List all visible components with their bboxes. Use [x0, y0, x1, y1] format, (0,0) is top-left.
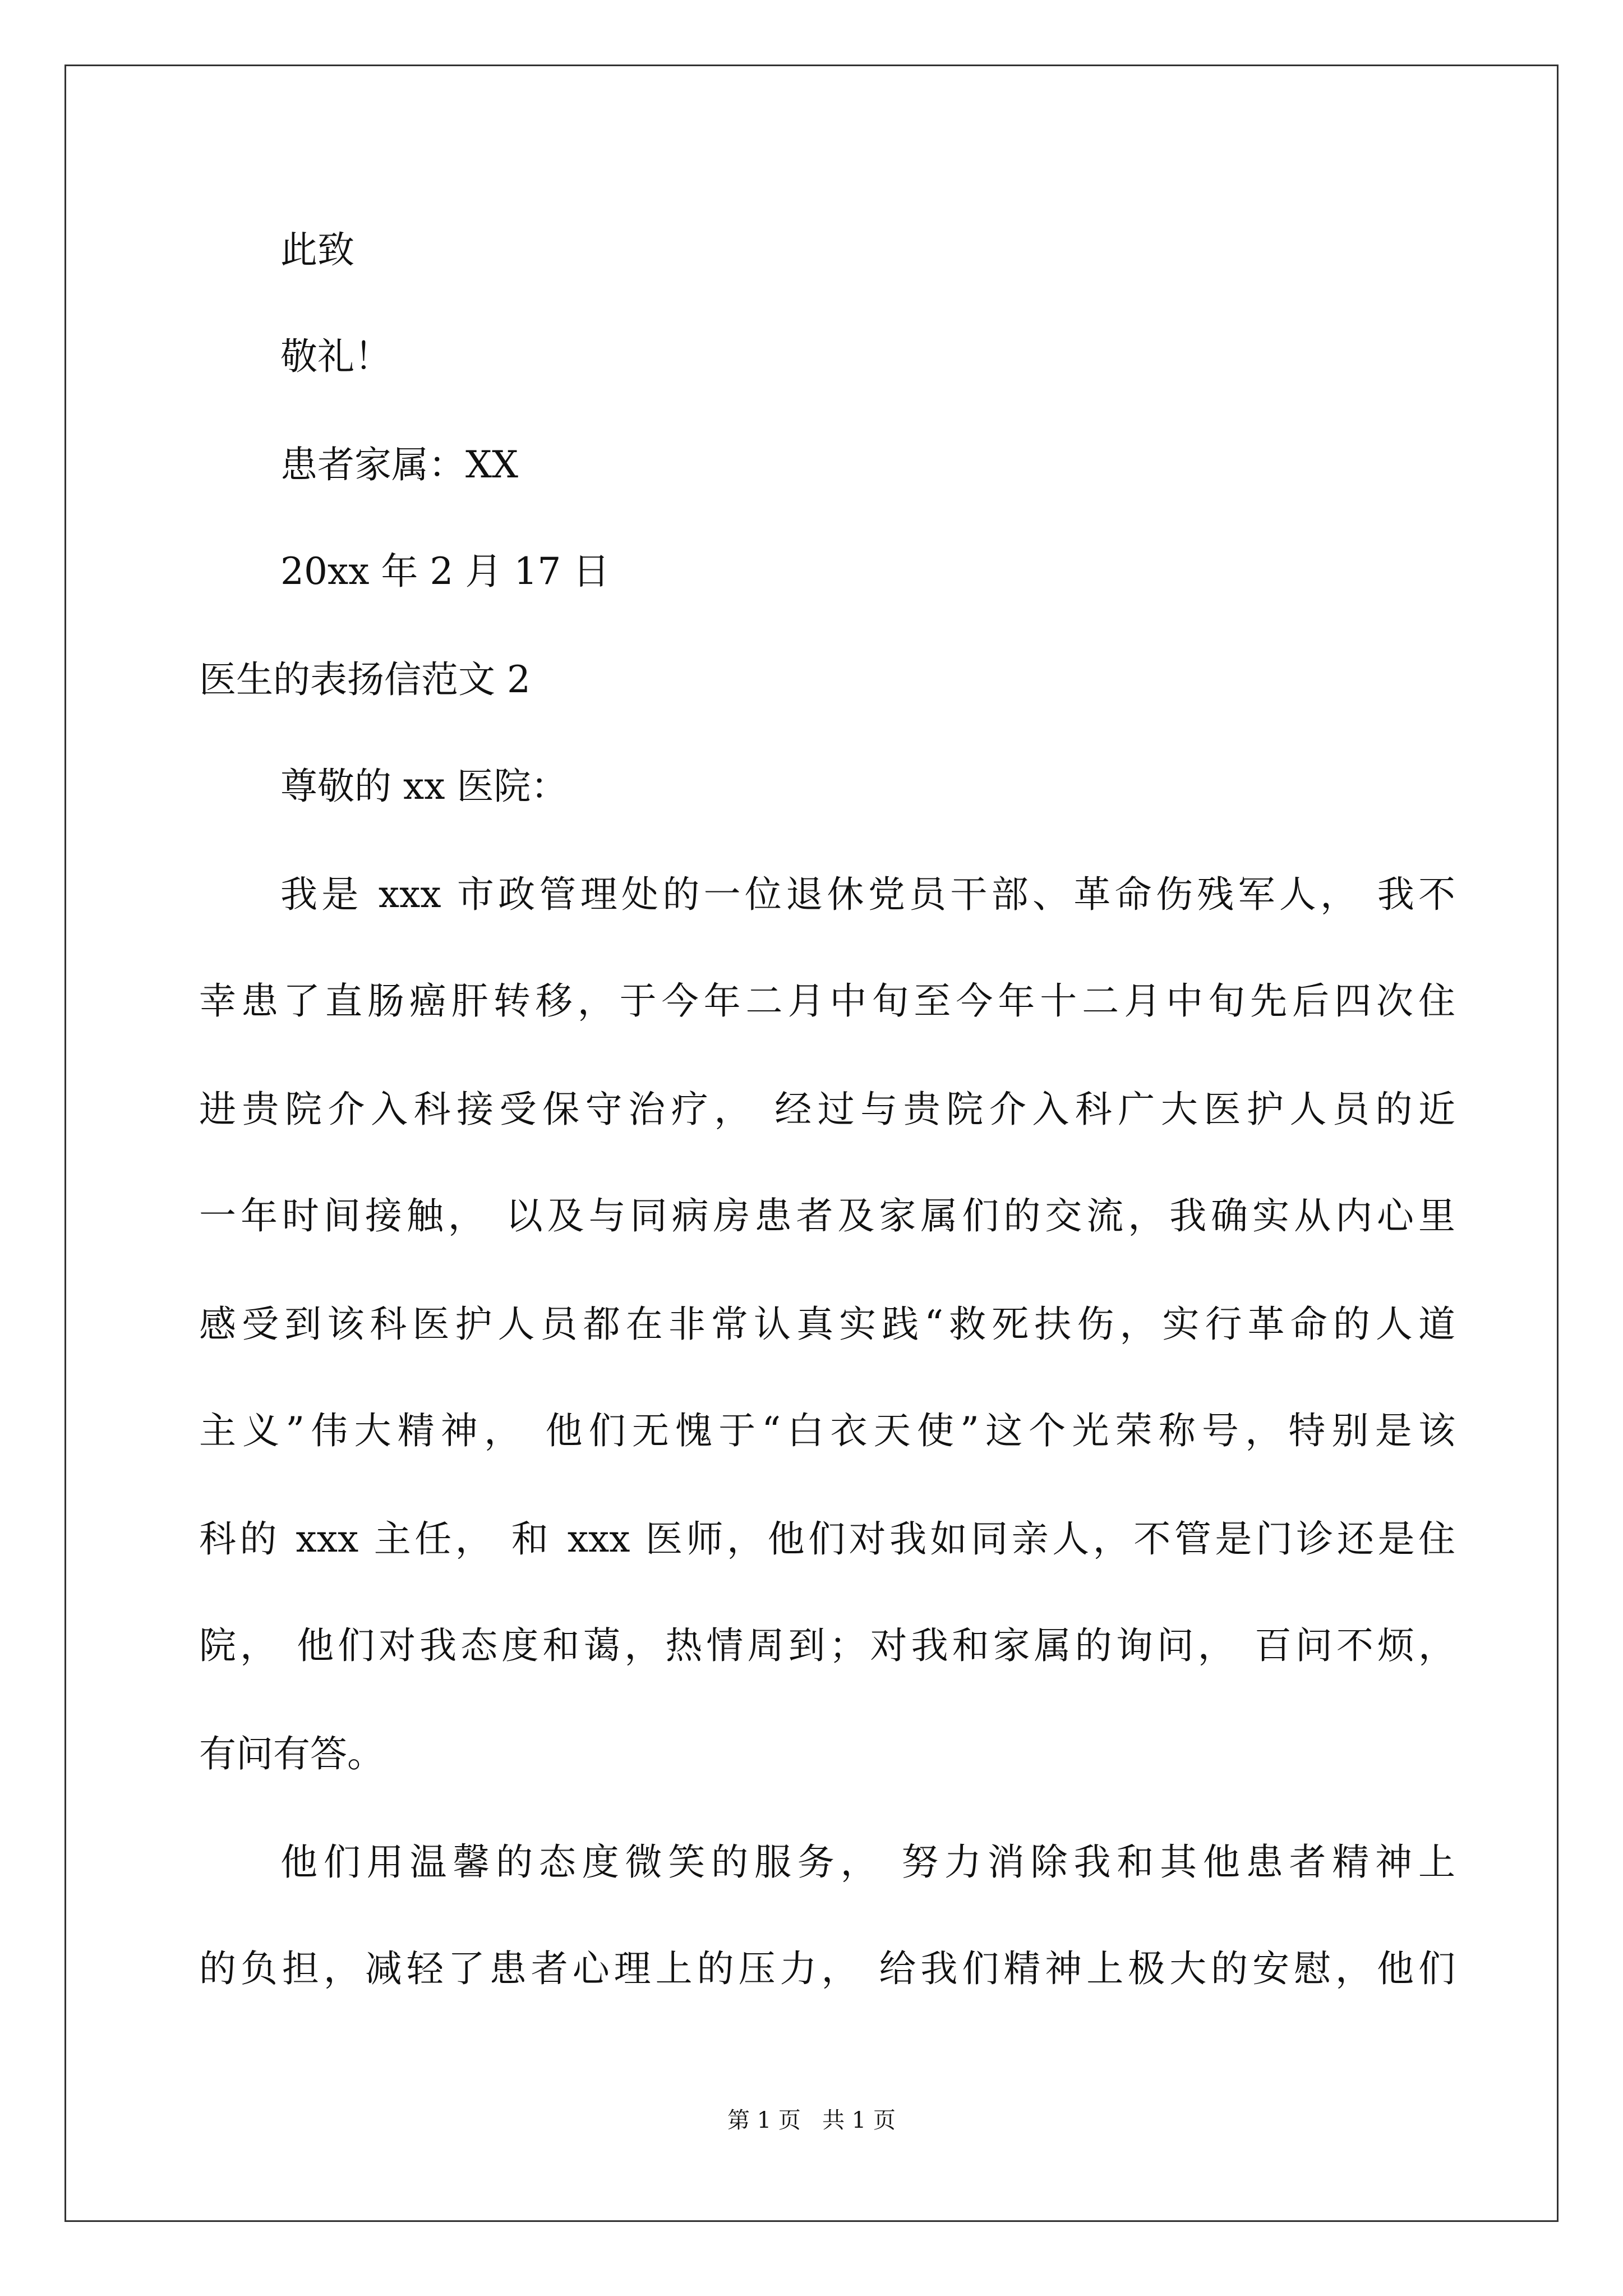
paragraph-1-line: 幸患了直肠癌肝转移，于今年二月中旬至今年十二月中旬先后四次住 — [199, 979, 1455, 1023]
letter-greeting: 尊敬的 xx 医院： — [280, 765, 568, 808]
paragraph-1-line: 进贵院介入科接受保守治疗， 经过与贵院介入科广大医护人员的近 — [199, 1088, 1455, 1131]
page-border — [64, 65, 1559, 2222]
section-title: 医生的表扬信范文 2 — [199, 658, 531, 701]
paragraph-1-line: 院， 他们对我态度和蔼，热情周到；对我和家属的询问， 百问不烦， — [199, 1624, 1455, 1667]
paragraph-1-line: 科的 xxx 主任， 和 xxx 医师，他们对我如同亲人，不管是门诊还是住 — [199, 1517, 1455, 1561]
closing-regards: 敬礼！ — [280, 335, 391, 378]
paragraph-1-line: 主义”伟大精神， 他们无愧于“白衣天使”这个光荣称号，特别是该 — [199, 1409, 1455, 1452]
paragraph-1-line: 有问有答。 — [199, 1732, 384, 1775]
closing-salutation: 此致 — [280, 228, 354, 272]
page-footer: 第 1 页 共 1 页 — [727, 2108, 896, 2133]
paragraph-2-line: 的负担，减轻了患者心理上的压力， 给我们精神上极大的安慰，他们 — [199, 1947, 1455, 1990]
paragraph-2-line: 他们用温馨的态度微笑的服务， 努力消除我和其他患者精神上 — [280, 1841, 1455, 1884]
paragraph-1-line: 我是 xxx 市政管理处的一位退休党员干部、革命伤残军人， 我不 — [280, 873, 1455, 916]
closing-date: 20xx 年 2 月 17 日 — [280, 550, 610, 593]
paragraph-1-line: 感受到该科医护人员都在非常认真实践“救死扶伤，实行革命的人道 — [199, 1303, 1455, 1346]
closing-signature: 患者家属：XX — [280, 443, 518, 486]
paragraph-1-line: 一年时间接触， 以及与同病房患者及家属们的交流，我确实从内心里 — [199, 1194, 1455, 1237]
